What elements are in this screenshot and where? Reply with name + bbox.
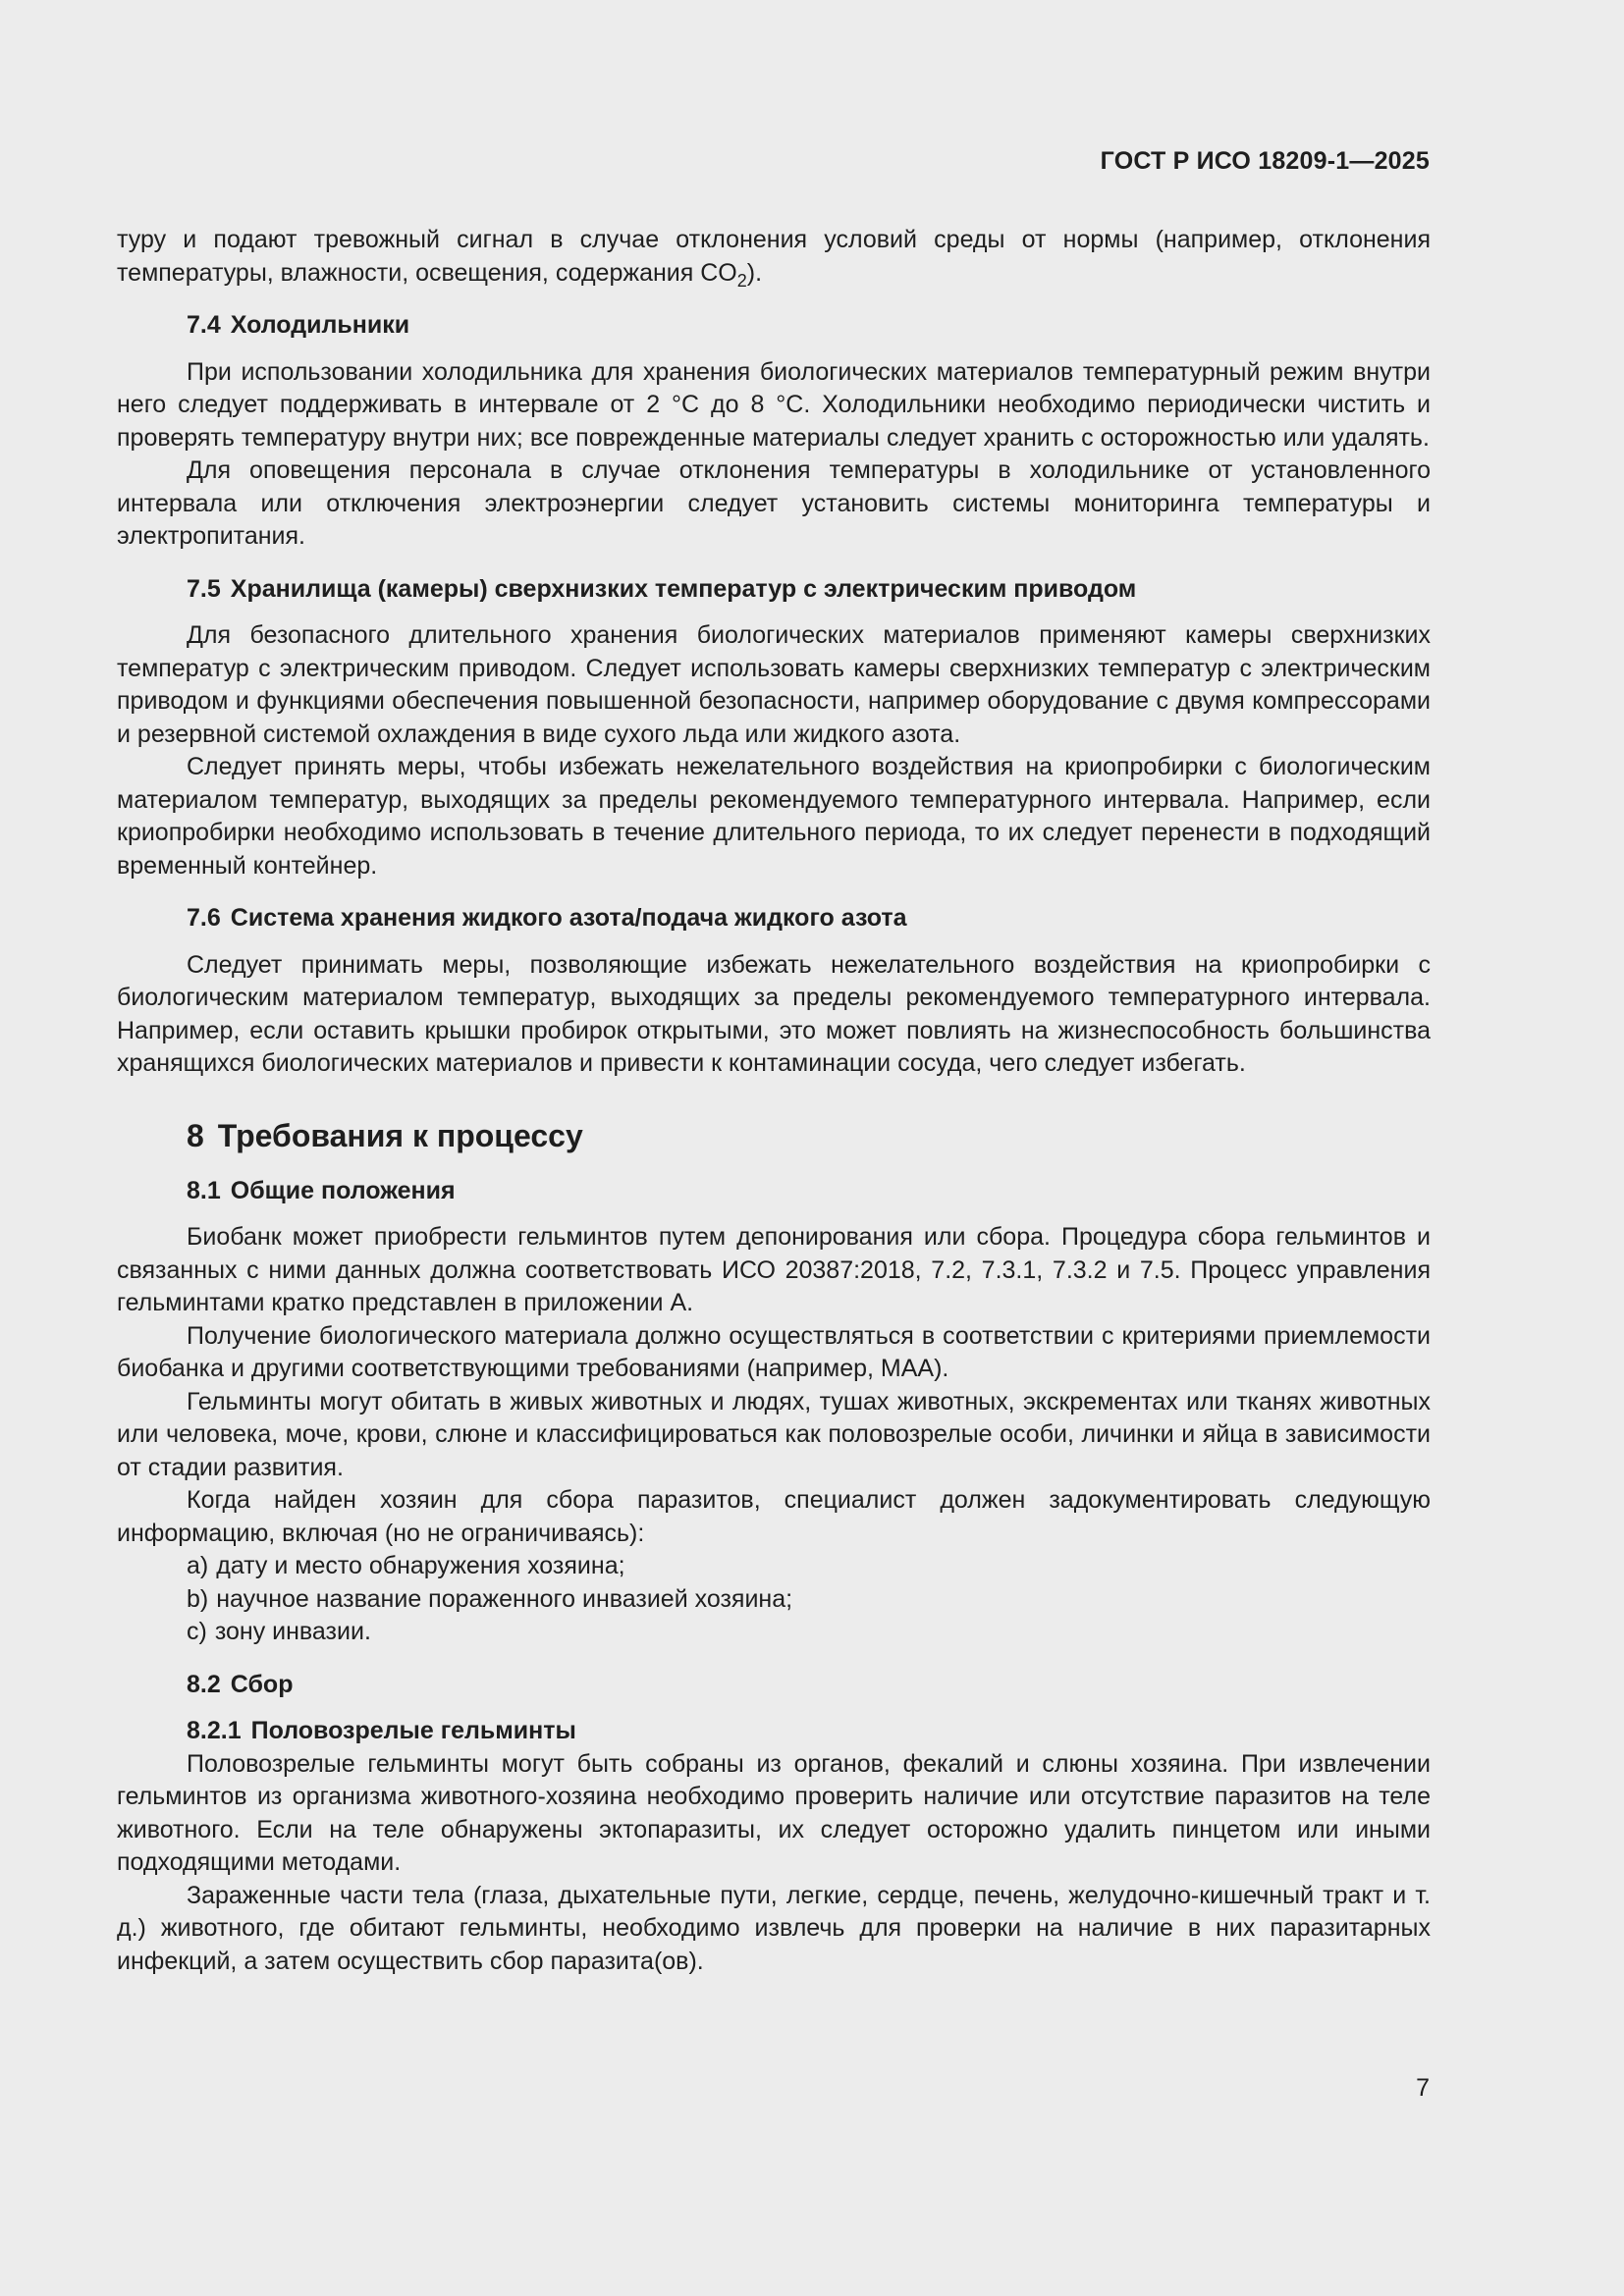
page-number: 7 — [1416, 2074, 1430, 2102]
section-7-4-heading: 7.4 Холодильники — [187, 311, 410, 339]
paragraph: Зараженные части тела (глаза, дыхательные пути, легкие, сердце, печень, желудочно-кишечный тракт и т. д.) животного, где обитают гельминты, необходимо извлечь для проверки на наличие в них паразитарных инфекций, а затем осуществить сбор паразита(ов). — [117, 1881, 1431, 1975]
section-8-2-1-heading: 8.2.1 Половозрелые гельминты — [187, 1717, 576, 1744]
section-8-heading: 8 Требования к процессу — [187, 1117, 583, 1153]
section-7-6-heading: 7.6 Система хранения жидкого азота/подача жидкого азота — [187, 904, 907, 932]
paragraph: Для оповещения персонала в случае отклонения температуры в холодильнике от установленного интервала или отключения электроэнергии следует установить системы мониторинга температуры и электропитания. — [117, 456, 1431, 550]
paragraph: Следует принимать меры, позволяющие избежать нежелательного воздействия на криопробирки с биологическим материалом температур, выходящих за пределы рекомендуемого температурного интервала. Например, если оставить крышки пробирок открытыми, это может повлиять на жизнеспособность большинства хранящихся биологических материалов и привести к контаминации сосуда, чего следует избегать. — [117, 950, 1431, 1077]
paragraph: Следует принять меры, чтобы избежать нежелательного воздействия на криопробирки с биологическим материалом температур, выходящих за пределы рекомендуемого температурного интервала. Например, если криопробирки необходимо использовать в течение длительного периода, то их следует перенести в подходящий временный контейнер. — [117, 753, 1431, 880]
section-7-5-heading: 7.5 Хранилища (камеры) сверхнизких температур с электрическим приводом — [187, 574, 1137, 603]
section-8-2-heading: 8.2 Сбор — [187, 1670, 294, 1698]
paragraph: Для безопасного длительного хранения биологических материалов применяют камеры сверхнизких температур с электрическим приводом. Следует использовать камеры сверхнизких температур с электрическим приводом и функциями обеспечения повышенной безопасности, например оборудование с двумя компрессорами и резервной системой охлаждения в виде сухого льда или жидкого азота. — [117, 621, 1431, 748]
document-code: ГОСТ Р ИСО 18209-1—2025 — [1100, 147, 1430, 175]
section-8-1-heading: 8.1 Общие положения — [187, 1176, 456, 1204]
intro-paragraph: туру и подают тревожный сигнал в случае отклонения условий среды от нормы (например, отклонения температуры, влажности, освещения, содержания $CO_2$). — [117, 226, 1431, 291]
page-content — [117, 224, 1431, 1978]
paragraph: Гельминты могут обитать в живых животных и людях, тушах животных, экскрементах или тканях животных или человека, моче, крови, слюне и классифицироваться как половозрелые особи, личинки и яйца в зависимости от стадии развития. — [117, 1387, 1431, 1481]
paragraph: Когда найден хозяин для сбора паразитов, специалист должен задокументировать следующую информацию, включая (но не ограничиваясь): — [117, 1486, 1431, 1547]
list-item: b) научное название пораженного инвазией хозяина; — [187, 1584, 793, 1613]
paragraph: При использовании холодильника для хранения биологических материалов температурный режим внутри него следует поддерживать в интервале от 2 °С до 8 °С. Холодильники необходимо периодически чистить и проверять температуру внутри них; все поврежденные материалы следует хранить с осторожностью или удалять. — [117, 357, 1431, 452]
list-item: a) дату и место обнаружения хозяина; — [187, 1552, 625, 1579]
paragraph: Получение биологического материала должно осуществляться в соответствии с критериями приемлемости биобанка и другими соответствующими требованиями (например, МАА). — [117, 1321, 1431, 1382]
info-list — [117, 1550, 1431, 1649]
paragraph: Половозрелые гельминты могут быть собраны из органов, фекалий и слюны хозяина. При извлечении гельминтов из организма животного-хозяина необходимо проверить наличие или отсутствие паразитов на теле животного. Если на теле обнаружены эктопаразиты, их следует осторожно удалить пинцетом или иными подходящими методами. — [117, 1749, 1431, 1876]
subscript: 2 — [736, 270, 747, 291]
paragraph: Биобанк может приобрести гельминтов путем депонирования или сбора. Процедура сбора гельминтов и связанных с ними данных должна соответствовать ИСО 20387:2018, 7.2, 7.3.1, 7.3.2 и 7.5. Процесс управления гельминтами кратко представлен в приложении А. — [117, 1223, 1431, 1316]
list-item: c) зону инвазии. — [187, 1618, 371, 1645]
